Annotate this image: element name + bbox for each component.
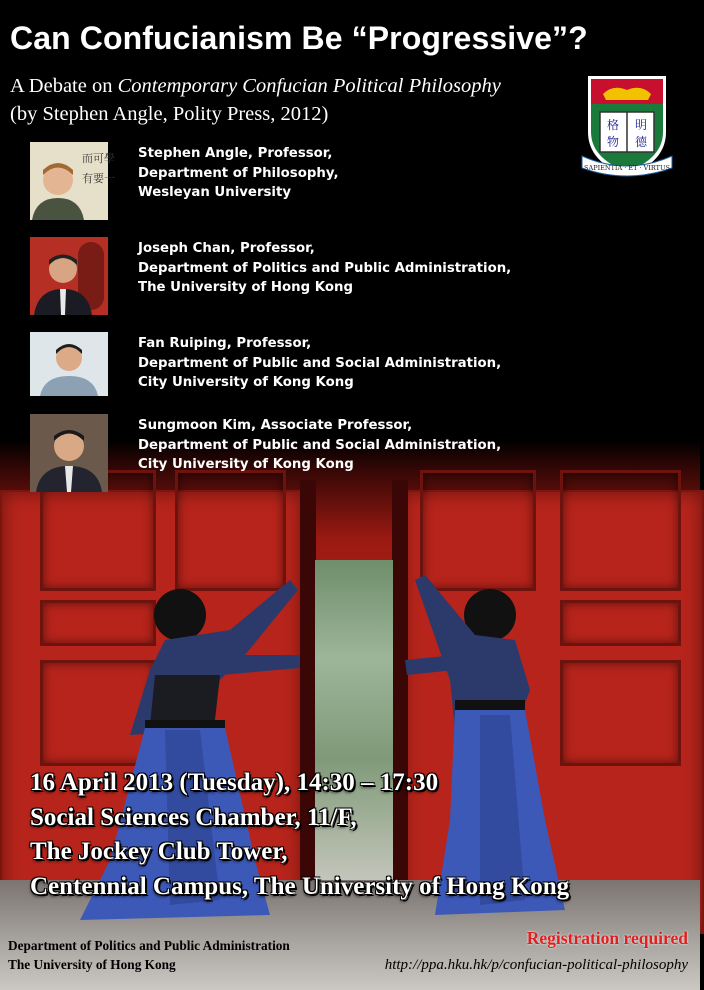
speaker-department: Department of Public and Social Administration,	[138, 437, 502, 453]
crest-char: 德	[634, 135, 648, 149]
speaker-kim	[30, 414, 670, 492]
organizer-university: The University of Hong Kong	[8, 957, 176, 972]
speaker-fan	[30, 332, 670, 410]
registration-notice: Registration required	[526, 928, 688, 948]
speaker-department: Department of Philosophy,	[138, 165, 339, 181]
speaker-institution: City University of Kong Kong	[138, 375, 354, 390]
subtitle-prefix: A Debate on	[10, 75, 118, 97]
speaker-name: Fan Ruiping, Professor,	[138, 336, 312, 351]
svg-text:而可學: 而可學	[82, 152, 115, 165]
book-title: Contemporary Confucian Political Philosophy	[117, 75, 501, 97]
speaker-photo	[30, 332, 108, 396]
crest-char: 明	[634, 118, 648, 132]
speaker-info	[138, 416, 501, 475]
registration-link[interactable]: http://ppa.hku.hk/p/confucian-political-philosophy	[384, 957, 688, 973]
speaker-photo	[30, 142, 115, 220]
speaker-info	[138, 334, 501, 393]
organizer-department: Department of Politics and Public Administration	[8, 938, 290, 953]
speaker-name: Joseph Chan, Professor,	[138, 241, 315, 256]
subtitle-line-2: (by Stephen Angle, Polity Press, 2012)	[10, 103, 329, 125]
speaker-name: Stephen Angle, Professor,	[138, 146, 333, 161]
speaker-name: Sungmoon Kim, Associate Professor,	[138, 418, 413, 433]
crest-char: 物	[606, 135, 620, 149]
svg-text:有要一: 有要一	[82, 172, 115, 185]
speaker-info	[138, 144, 339, 203]
speaker-institution: Wesleyan University	[138, 185, 291, 200]
event-venue-line: Social Sciences Chamber, 11/F,	[30, 803, 357, 831]
event-details	[30, 766, 569, 904]
speaker-institution: City University of Kong Kong	[138, 457, 354, 472]
speaker-institution: The University of Hong Kong	[138, 280, 353, 295]
poster-subtitle	[10, 72, 501, 128]
speaker-department: Department of Public and Social Administration,	[138, 355, 502, 371]
event-venue-line: Centennial Campus, The University of Hong Kong	[30, 872, 570, 900]
speaker-angle	[30, 142, 670, 220]
organizer	[8, 936, 290, 974]
crest-motto: SAPIENTIA · ET · VIRTUS	[584, 164, 670, 172]
speaker-info	[138, 239, 511, 298]
speaker-photo	[30, 237, 108, 315]
event-datetime: 16 April 2013 (Tuesday), 14:30 – 17:30	[30, 769, 439, 796]
subtitle-line-1	[10, 72, 501, 100]
event-venue-line: The Jockey Club Tower,	[30, 838, 288, 865]
crest-char: 格	[606, 118, 620, 132]
poster-title: Can Confucianism Be “Progressive”?	[10, 20, 588, 56]
speaker-department: Department of Politics and Public Administration,	[138, 260, 512, 276]
speaker-photo	[30, 414, 108, 492]
speaker-chan	[30, 237, 670, 315]
